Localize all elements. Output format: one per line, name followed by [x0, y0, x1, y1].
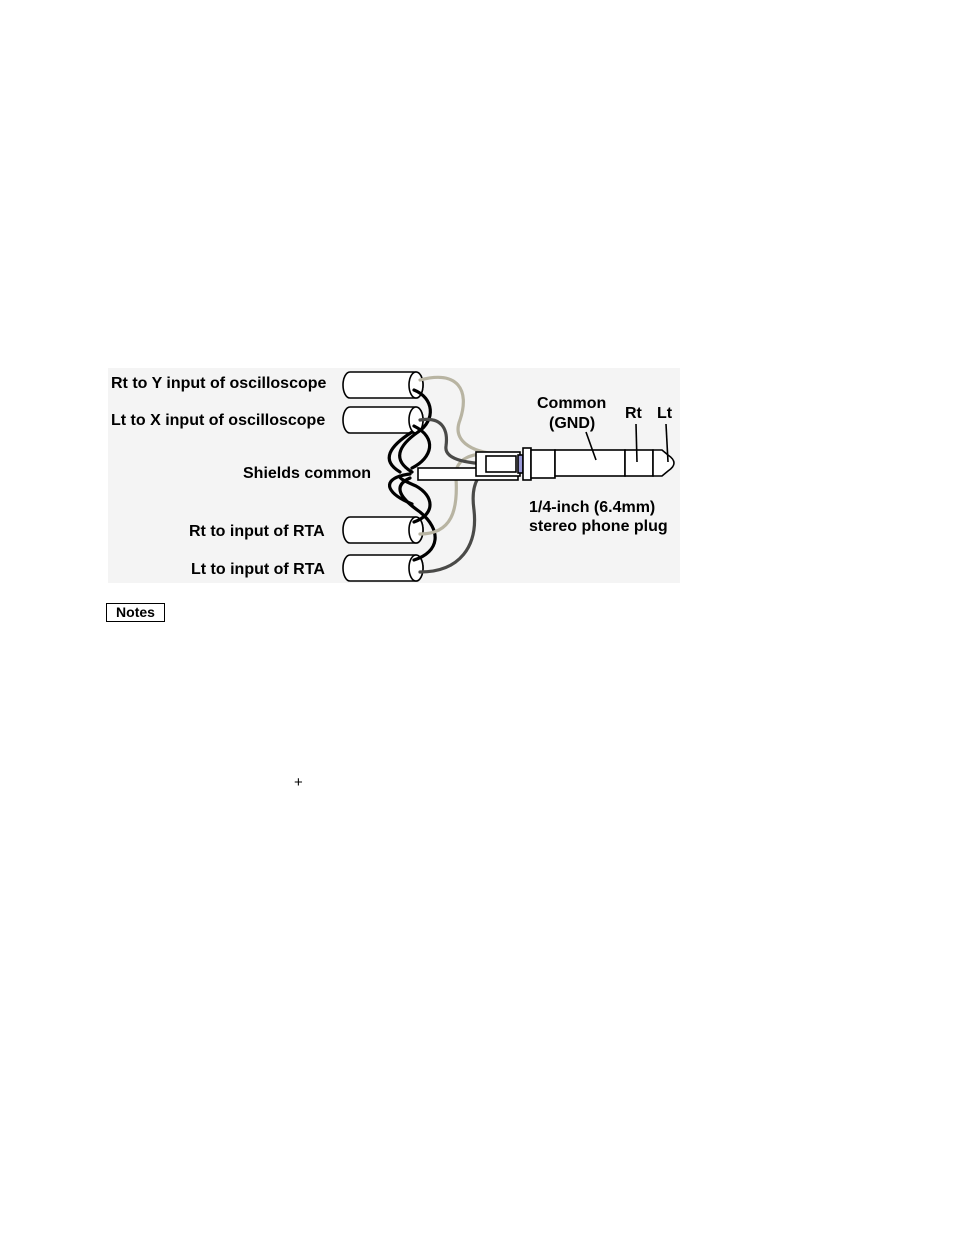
- plug-sleeve: [555, 450, 625, 476]
- gnd-label: (GND): [549, 415, 596, 432]
- connector-label: Lt to X input of oscilloscope: [111, 412, 326, 429]
- plug-terminal-inner: [486, 456, 516, 472]
- connector-lt-to-rta: [343, 555, 423, 581]
- shields-common-label: Shields common: [243, 465, 372, 482]
- connector-label: Lt to input of RTA: [191, 561, 325, 578]
- notes-label-box: [106, 603, 165, 622]
- plug-caption-line2: stereo phone plug: [529, 518, 668, 535]
- plug-ring: [625, 450, 653, 476]
- connector-label: Rt to input of RTA: [189, 523, 325, 540]
- plus-mark: +: [294, 774, 303, 791]
- rt-label: Rt: [625, 405, 642, 422]
- notes-label: Notes: [116, 604, 155, 620]
- common-label: Common: [537, 395, 607, 412]
- plug-caption-line1: 1/4-inch (6.4mm): [529, 499, 656, 516]
- connector-label: Rt to Y input of oscilloscope: [111, 375, 327, 392]
- plug-collar: [531, 450, 555, 478]
- plug-flange: [523, 448, 531, 480]
- connector-rt-to-rta: [343, 517, 423, 543]
- lt-label: Lt: [657, 405, 673, 422]
- connector-rt-to-y: [343, 372, 423, 398]
- connector-lt-to-x: [343, 407, 423, 433]
- rt-pointer: [636, 424, 637, 462]
